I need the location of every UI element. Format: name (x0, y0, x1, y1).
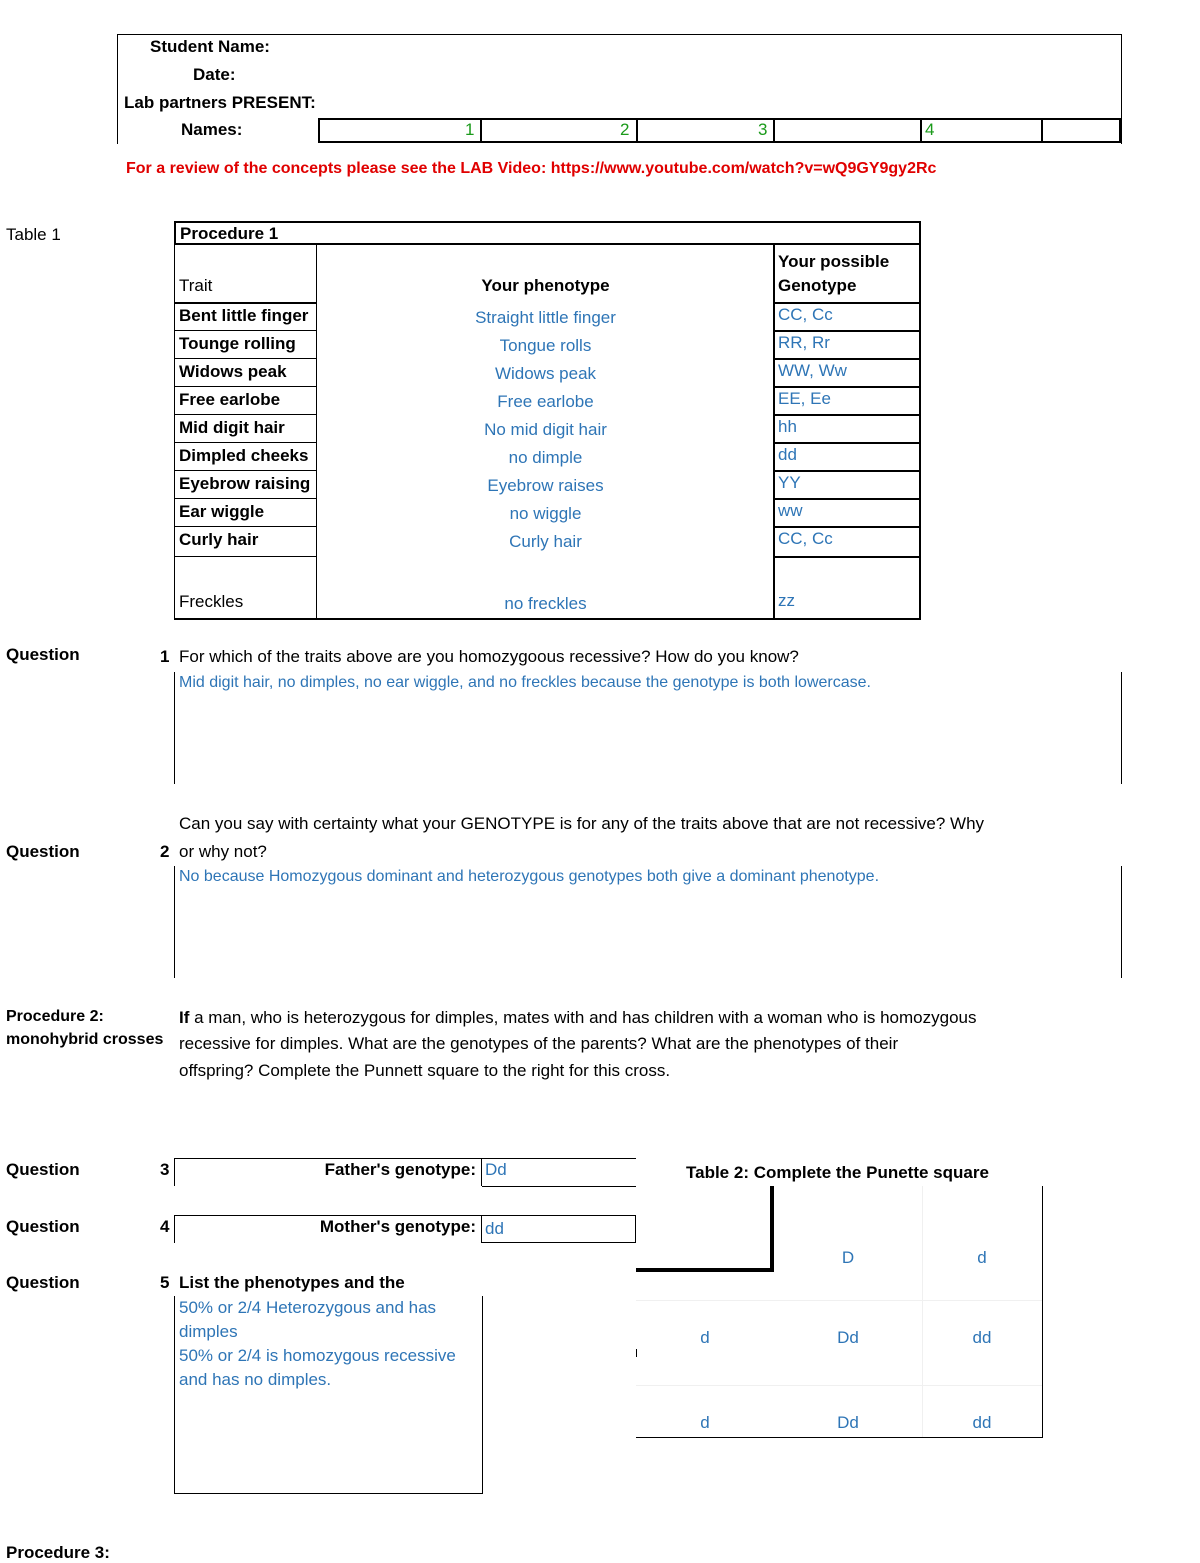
genotype-cell[interactable]: ww (778, 501, 803, 520)
procedure3-label: Procedure 3: (6, 1543, 110, 1562)
partner-divider (920, 118, 922, 143)
trait-cell: Tounge rolling (179, 334, 296, 353)
names-label: Names: (181, 120, 243, 139)
q1-box-left (174, 672, 175, 784)
mother-genotype-box (481, 1215, 636, 1243)
genotype-cell[interactable]: YY (778, 473, 801, 492)
table1-row-border (174, 526, 317, 527)
partner-divider (480, 118, 482, 143)
genotype-cell[interactable]: zz (778, 591, 795, 610)
phenotype-cell[interactable]: Eyebrow raises (487, 476, 604, 495)
genotype-cell[interactable]: WW, Ww (778, 361, 847, 380)
trait-cell: Dimpled cheeks (179, 446, 309, 465)
phenotype-cell[interactable]: Curly hair (509, 532, 582, 551)
punnett-gridline (922, 1186, 923, 1437)
procedure2-text-3: offspring? Complete the Punnett square to the right for this cross. (179, 1061, 671, 1080)
mother-genotype-value[interactable]: dd (485, 1219, 504, 1238)
table1-row-border (773, 556, 921, 558)
col-genotype-header-1: Your possible (778, 252, 890, 271)
q1-box-right (1121, 672, 1122, 784)
phenotype-cell[interactable]: Widows peak (494, 364, 597, 383)
partner-number-3: 3 (758, 120, 768, 139)
phenotype-cell[interactable]: no wiggle (509, 504, 582, 523)
table1-row-border (773, 498, 921, 500)
trait-cell: Bent little finger (179, 306, 309, 325)
punnett-col-header-2: d (977, 1248, 987, 1267)
genotype-cell[interactable]: hh (778, 417, 797, 436)
partner-names-row (318, 118, 1121, 143)
punnett-row-header-1: d (700, 1328, 710, 1347)
q2-box-right (1121, 866, 1122, 978)
phenotype-cell[interactable]: No mid digit hair (484, 420, 607, 439)
col-genotype-header-2: Genotype (778, 276, 857, 295)
table1-row-border (174, 470, 317, 471)
phenotype-cell[interactable]: Straight little finger (475, 308, 616, 327)
table1-row-border (773, 302, 921, 304)
punnett-cell-1-2[interactable]: dd (972, 1328, 992, 1347)
punnett-corner-horizontal (636, 1268, 774, 1272)
phenotype-cell[interactable]: Free earlobe (497, 392, 594, 411)
father-genotype-label: Father's genotype: (324, 1160, 476, 1179)
procedure1-title: Procedure 1 (180, 224, 279, 243)
father-genotype-value[interactable]: Dd (485, 1160, 507, 1179)
punnett-cell-1-1[interactable]: Dd (837, 1328, 859, 1347)
q5-answer-line-1: 50% or 2/4 Heterozygous and has (179, 1298, 437, 1317)
question1-number: 1 (160, 647, 170, 666)
q3-box-divider (481, 1158, 482, 1186)
table1-row-border (174, 442, 317, 443)
genotype-cell[interactable]: RR, Rr (778, 333, 830, 352)
q3-box-bottom (482, 1186, 636, 1187)
trait-cell: Freckles (179, 592, 244, 611)
punnett-cell-2-2[interactable]: dd (972, 1413, 992, 1432)
trait-cell: Ear wiggle (179, 502, 265, 521)
question1-text: For which of the traits above are you homozygoous recessive? How do you know? (179, 647, 799, 666)
trait-cell: Free earlobe (179, 390, 281, 409)
trait-cell: Curly hair (179, 530, 259, 549)
table1-row-border (174, 498, 317, 499)
partner-number-2: 2 (620, 120, 630, 139)
table1-row-border (174, 358, 317, 359)
col-trait-header: Trait (179, 276, 213, 295)
partner-divider (636, 118, 638, 143)
punnett-gridline (636, 1300, 1042, 1301)
procedure2-label-2: monohybrid crosses (6, 1031, 164, 1048)
table1-row-border (773, 526, 921, 528)
punnett-right-border (1042, 1186, 1043, 1438)
q3-box-top (174, 1158, 636, 1159)
table1-border (174, 618, 921, 620)
date-label: Date: (193, 65, 236, 84)
table1-row-border (174, 414, 317, 415)
trait-cell: Eyebrow raising (179, 474, 311, 493)
genotype-cell[interactable]: CC, Cc (778, 529, 833, 548)
partner-number-4: 4 (925, 120, 935, 139)
table1-row-border (174, 302, 317, 304)
question3-label: Question (6, 1160, 80, 1179)
question1-answer[interactable]: Mid digit hair, no dimples, no ear wiggle, and no freckles because the genotype is both lowercase. (179, 674, 871, 691)
lab-partners-label: Lab partners PRESENT: (124, 93, 316, 112)
question3-number: 3 (160, 1160, 170, 1179)
table1-row-border (174, 330, 317, 331)
punnett-title: Table 2: Complete the Punette square (686, 1163, 989, 1182)
question2-label: Question (6, 842, 80, 861)
table1-row-border (773, 330, 921, 332)
phenotype-cell[interactable]: Tongue rolls (499, 336, 592, 355)
table1-row-border (773, 386, 921, 388)
review-note[interactable]: For a review of the concepts please see the LAB Video: https://www.youtube.com/watch?v=wQ9GY9gy2Rc (126, 160, 937, 177)
punnett-bottom-border (636, 1437, 1043, 1438)
q5-answer-line-4: and has no dimples. (179, 1370, 332, 1389)
table1-label: Table 1 (6, 225, 61, 244)
trait-cell: Widows peak (179, 362, 287, 381)
table1-row-border (773, 358, 921, 360)
genotype-cell[interactable]: EE, Ee (778, 389, 831, 408)
header-left-border (117, 34, 118, 144)
table1-row-border (773, 442, 921, 444)
question2-number: 2 (160, 842, 170, 861)
student-name-label: Student Name: (150, 37, 270, 56)
procedure1-title-cell (174, 221, 921, 245)
header-right-border (1121, 34, 1122, 144)
q5-answer-line-3: 50% or 2/4 is homozygous recessive (179, 1346, 456, 1365)
partner-divider (1041, 118, 1043, 143)
partner-divider (773, 118, 775, 143)
punnett-row-header-2: d (700, 1413, 710, 1432)
question1-label: Question (6, 645, 80, 664)
q5-answer-line-2: dimples (179, 1322, 238, 1341)
question5-label: Question (6, 1273, 80, 1292)
punnett-col-header-1: D (841, 1248, 855, 1267)
phenotype-cell[interactable]: no freckles (504, 594, 587, 613)
question4-number: 4 (160, 1217, 170, 1236)
table1-row-border (773, 414, 921, 416)
phenotype-cell[interactable]: no dimple (508, 448, 583, 467)
question5-text: List the phenotypes and the (179, 1273, 405, 1292)
procedure2-text-if: If (179, 1008, 190, 1027)
mother-genotype-label: Mother's genotype: (319, 1217, 476, 1236)
trait-cell: Mid digit hair (179, 418, 285, 437)
procedure2-label-1: Procedure 2: (6, 1008, 104, 1025)
procedure2-text-1 (179, 1008, 977, 1028)
punnett-cell-2-1[interactable]: Dd (837, 1413, 859, 1432)
partner-number-1: 1 (465, 120, 475, 139)
punnett-gridline (636, 1385, 1042, 1386)
table1-row-border (174, 386, 317, 387)
question4-label: Question (6, 1217, 80, 1236)
table1-row-border (174, 556, 317, 557)
procedure2-text-2: recessive for dimples. What are the genotypes of the parents? What are the phenotypes of their (179, 1034, 899, 1053)
genotype-cell[interactable]: dd (778, 445, 797, 464)
question2-answer[interactable]: No because Homozygous dominant and heterozygous genotypes both give a dominant phenotype. (179, 868, 880, 885)
header-top-border (117, 34, 1122, 35)
question2-text-2: or why not? (179, 842, 267, 861)
punnett-tick (636, 1349, 637, 1357)
question5-number: 5 (160, 1273, 170, 1292)
question2-text-1: Can you say with certainty what your GENOTYPE is for any of the traits above that are not recessive? Why (179, 814, 985, 833)
table1-row-border (773, 470, 921, 472)
procedure2-text-1-rest: a man, who is heterozygous for dimples, mates with and has children with a woman who is homozygous (189, 1008, 977, 1027)
genotype-cell[interactable]: CC, Cc (778, 305, 833, 324)
col-phenotype-header: Your phenotype (481, 276, 610, 295)
q2-box-left (174, 866, 175, 978)
